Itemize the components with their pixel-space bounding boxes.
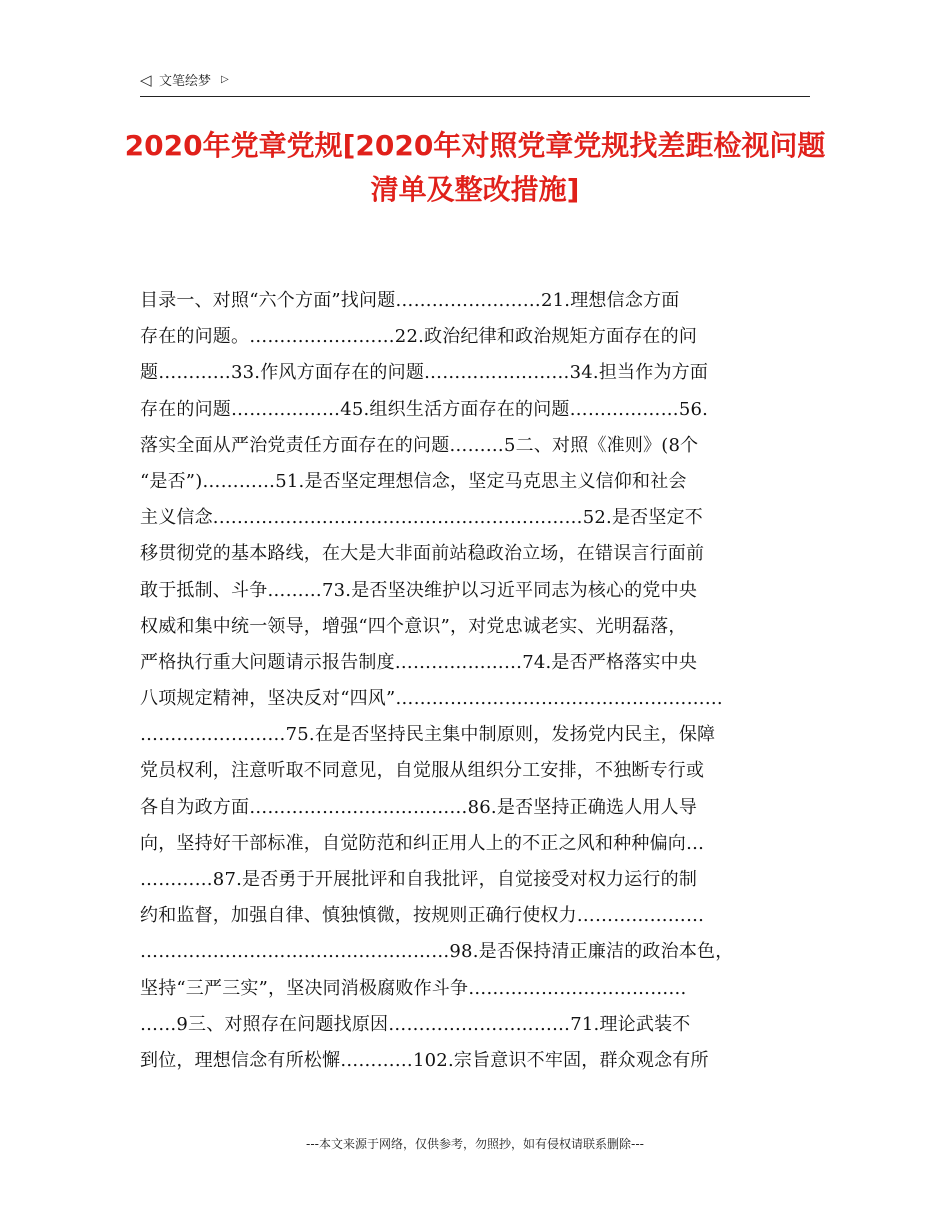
toc-line: 向，坚持好干部标准，自觉防范和纠正用人上的不正之风和种种偏向… [140,832,705,854]
table-of-contents [140,283,812,1079]
toc-line: 存在的问题………………45.组织生活方面存在的问题………………56. [140,398,709,420]
page-footer: ---本文来源于网络，仅供参考，勿照抄，如有侵权请联系删除--- [306,1137,644,1151]
toc-line: 坚持“三严三实”，坚决同消极腐败作斗争……………………………… [140,977,687,999]
toc-line: 落实全面从严治党责任方面存在的问题………5二、对照《准则》(8个 [140,434,699,456]
toc-line: 移贯彻党的基本路线，在大是大非面前站稳政治立场，在错误言行面前 [140,543,705,565]
toc-line: 严格执行重大问题请示报告制度…………………74.是否严格落实中央 [140,651,698,673]
toc-line: 各自为政方面………………………………86.是否坚持正确选人用人导 [140,796,698,818]
toc-line: ……………………75.在是否坚持民主集中制原则，发扬党内民主，保障 [140,724,716,746]
toc-line: 题…………33.作风方面存在的问题……………………34.担当作为方面 [140,362,709,384]
toc-line: 八项规定精神，坚决反对“四风”……………………………………………… [140,688,724,710]
title-line-1: 2020年党章党规[2020年对照党章党规找差距检视问题 [124,129,826,162]
toc-line: 敢于抵制、斗争………73.是否坚决维护以习近平同志为核心的党中央 [140,579,698,601]
toc-line: ……………………………………………98.是否保持清正廉洁的政治本色， [140,941,734,963]
toc-line: “是否”)…………51.是否坚定理想信念，坚定马克思主义信仰和社会 [140,470,687,492]
toc-line: 权威和集中统一领导，增强“四个意识”，对党忠诚老实、光明磊落， [140,615,687,637]
toc-line: 目录一、对照“六个方面”找问题……………………21.理想信念方面 [140,290,680,311]
toc-line: ……9三、对照存在问题找原因…………………………71.理论武装不 [140,1013,691,1035]
toc-line: 存在的问题。……………………22.政治纪律和政治规矩方面存在的问 [140,326,698,348]
toc-line: 主义信念.……………………………………………………52.是否坚定不 [140,507,703,529]
triangle-left-icon: ◁ [140,71,152,89]
page-header [140,70,810,97]
brand-name: 文笔绘梦 [159,74,212,89]
toc-line: 约和监督，加强自律、慎独慎微，按规则正确行使权力………………… [140,905,705,927]
toc-line: 到位，理想信念有所松懈…………102.宗旨意识不牢固，群众观念有所 [140,1049,709,1071]
triangle-right-icon: ▷ [221,74,229,85]
title-line-2: 清单及整改措施] [370,173,580,206]
document-title [100,124,850,212]
toc-line: …………87.是否勇于开展批评和自我批评，自觉接受对权力运行的制 [140,869,698,890]
toc-line: 党员权利，注意听取不同意见，自觉服从组织分工安排，不独断专行或 [140,760,705,782]
